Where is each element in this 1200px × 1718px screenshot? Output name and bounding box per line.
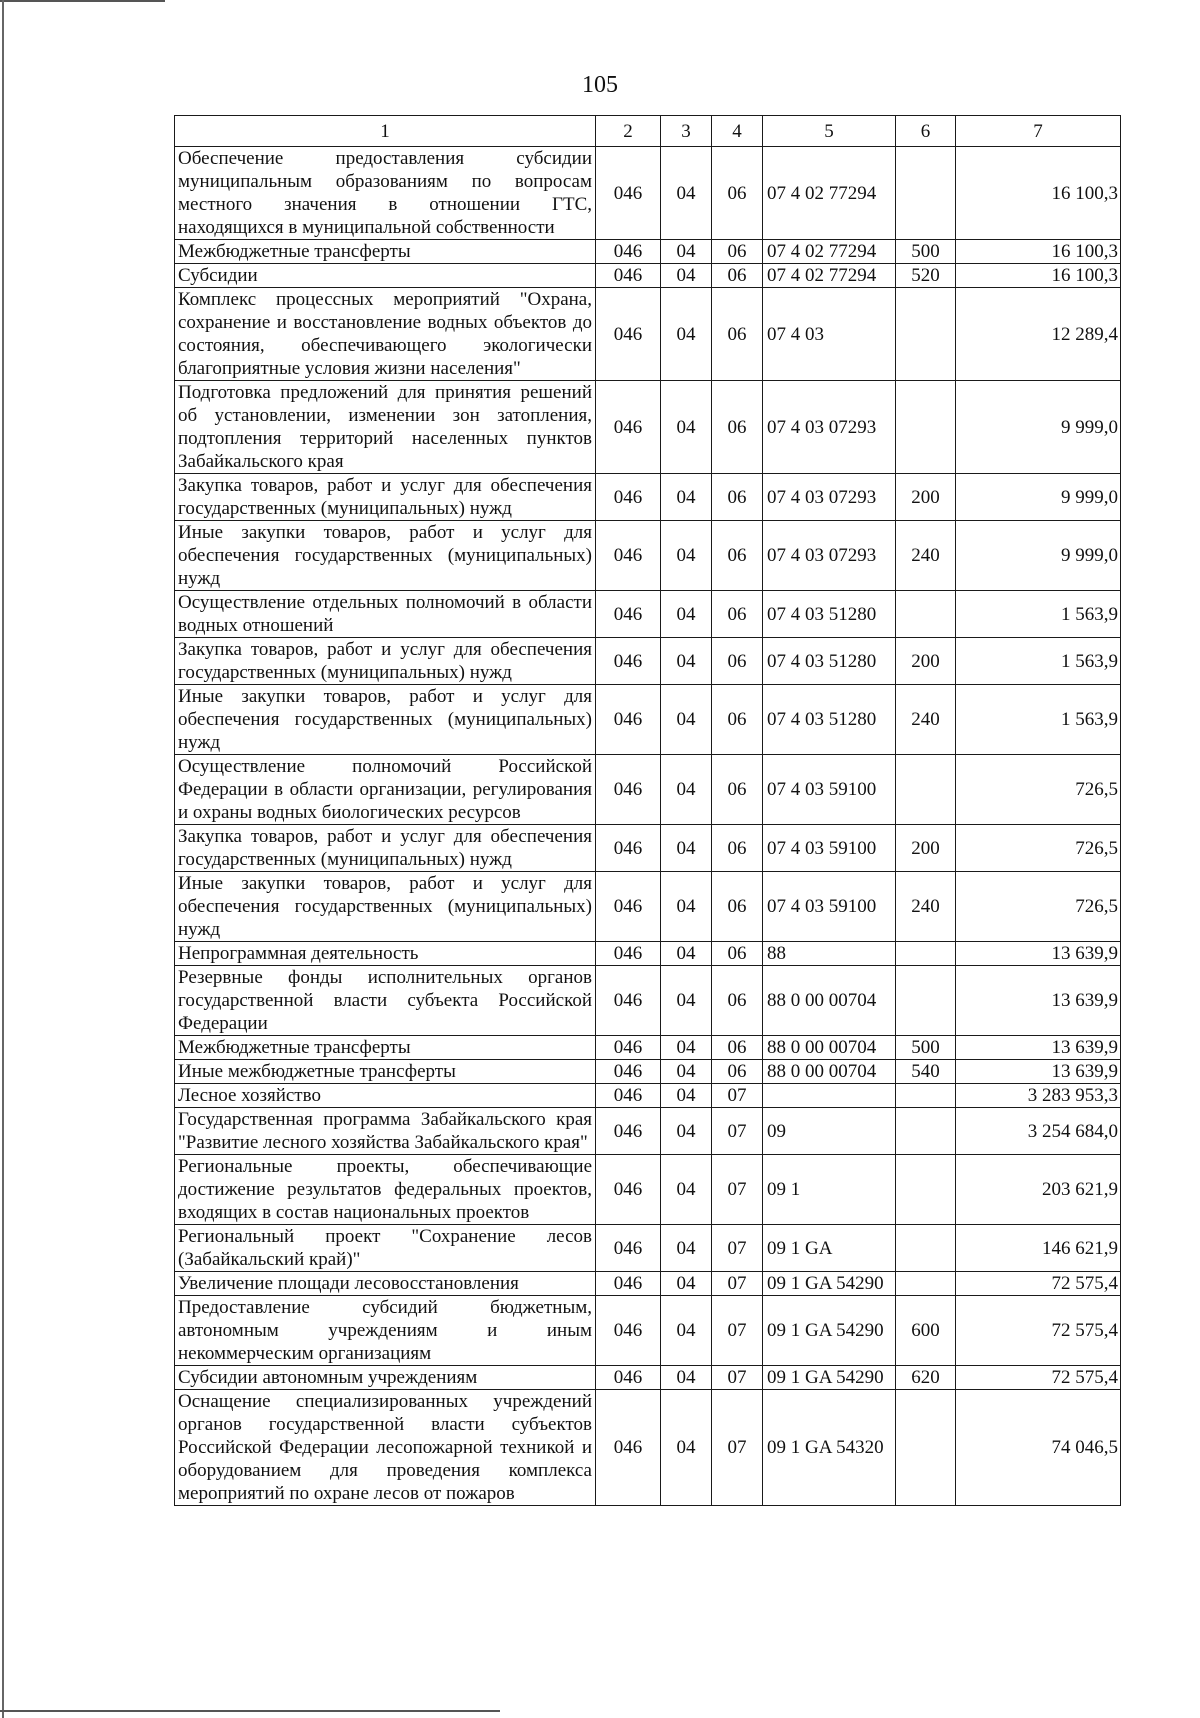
target-article-code-cell: 09 1 GA 54290 [763,1296,896,1366]
item-name-cell: Субсидии [175,264,596,288]
target-article-code-cell: 07 4 02 77294 [763,264,896,288]
subsection-code-cell: 06 [712,147,763,240]
admin-code-cell: 046 [596,381,661,474]
subsection-code-cell: 06 [712,264,763,288]
table-row [175,755,1121,825]
header-cell: 3 [661,116,712,147]
amount-cell: 16 100,3 [956,147,1121,240]
expense-type-code-cell: 240 [896,685,956,755]
table-row [175,288,1121,381]
section-code-cell: 04 [661,591,712,638]
section-code-cell: 04 [661,966,712,1036]
header-row [175,116,1121,147]
table-row [175,1272,1121,1296]
table-row [175,474,1121,521]
admin-code-cell: 046 [596,521,661,591]
amount-cell: 74 046,5 [956,1390,1121,1506]
section-code-cell: 04 [661,1060,712,1084]
table-row [175,942,1121,966]
target-article-code-cell: 07 4 03 07293 [763,521,896,591]
item-name-cell: Лесное хозяйство [175,1084,596,1108]
admin-code-cell: 046 [596,685,661,755]
admin-code-cell: 046 [596,1060,661,1084]
expense-type-code-cell: 620 [896,1366,956,1390]
amount-cell: 726,5 [956,872,1121,942]
amount-cell: 16 100,3 [956,240,1121,264]
subsection-code-cell: 06 [712,638,763,685]
section-code-cell: 04 [661,288,712,381]
amount-cell: 203 621,9 [956,1155,1121,1225]
expense-type-code-cell: 200 [896,638,956,685]
admin-code-cell: 046 [596,264,661,288]
budget-table [174,115,1121,1506]
item-name-cell: Межбюджетные трансферты [175,1036,596,1060]
section-code-cell: 04 [661,1108,712,1155]
target-article-code-cell: 88 [763,942,896,966]
amount-cell: 9 999,0 [956,521,1121,591]
target-article-code-cell [763,1084,896,1108]
expense-type-code-cell: 600 [896,1296,956,1366]
table-row [175,1296,1121,1366]
table-row [175,521,1121,591]
amount-cell: 726,5 [956,755,1121,825]
admin-code-cell: 046 [596,966,661,1036]
admin-code-cell: 046 [596,240,661,264]
item-name-cell: Субсидии автономным учреждениям [175,1366,596,1390]
header-cell: 1 [175,116,596,147]
subsection-code-cell: 06 [712,1060,763,1084]
section-code-cell: 04 [661,147,712,240]
subsection-code-cell: 07 [712,1366,763,1390]
section-code-cell: 04 [661,1390,712,1506]
expense-type-code-cell: 240 [896,521,956,591]
item-name-cell: Региональные проекты, обеспечивающие достижение результатов федеральных проектов, входящих в состав национальных проектов [175,1155,596,1225]
target-article-code-cell: 09 1 [763,1155,896,1225]
table-row [175,381,1121,474]
target-article-code-cell: 09 [763,1108,896,1155]
section-code-cell: 04 [661,240,712,264]
section-code-cell: 04 [661,755,712,825]
expense-type-code-cell [896,942,956,966]
expense-type-code-cell [896,288,956,381]
item-name-cell: Предоставление субсидий бюджетным, автономным учреждениям и иным некоммерческим организациям [175,1296,596,1366]
header-cell: 5 [763,116,896,147]
target-article-code-cell: 07 4 03 59100 [763,825,896,872]
target-article-code-cell: 07 4 03 59100 [763,755,896,825]
subsection-code-cell: 06 [712,1036,763,1060]
section-code-cell: 04 [661,1084,712,1108]
section-code-cell: 04 [661,1225,712,1272]
admin-code-cell: 046 [596,1155,661,1225]
subsection-code-cell: 06 [712,966,763,1036]
expense-type-code-cell: 500 [896,240,956,264]
target-article-code-cell: 07 4 03 [763,288,896,381]
amount-cell: 1 563,9 [956,685,1121,755]
amount-cell: 12 289,4 [956,288,1121,381]
target-article-code-cell: 09 1 GA 54290 [763,1272,896,1296]
expense-type-code-cell [896,1084,956,1108]
expense-type-code-cell [896,1155,956,1225]
section-code-cell: 04 [661,1155,712,1225]
section-code-cell: 04 [661,474,712,521]
admin-code-cell: 046 [596,638,661,685]
scan-edge-top [0,0,165,2]
page-number: 105 [582,72,618,98]
subsection-code-cell: 06 [712,240,763,264]
admin-code-cell: 046 [596,288,661,381]
item-name-cell: Оснащение специализированных учреждений органов государственной власти субъектов Российской Федерации лесопожарной техникой и оборудованием для проведения комплекса мероприятий по охране лесов от пожаров [175,1390,596,1506]
section-code-cell: 04 [661,264,712,288]
subsection-code-cell: 07 [712,1155,763,1225]
amount-cell: 13 639,9 [956,942,1121,966]
admin-code-cell: 046 [596,147,661,240]
target-article-code-cell: 07 4 02 77294 [763,147,896,240]
header-cell: 6 [896,116,956,147]
table-row [175,1036,1121,1060]
expense-type-code-cell [896,1272,956,1296]
admin-code-cell: 046 [596,1390,661,1506]
subsection-code-cell: 06 [712,381,763,474]
amount-cell: 72 575,4 [956,1272,1121,1296]
scan-edge-bottom [0,1710,500,1712]
table-row [175,1366,1121,1390]
expense-type-code-cell [896,966,956,1036]
amount-cell: 146 621,9 [956,1225,1121,1272]
scan-edge-left [2,0,4,1718]
item-name-cell: Закупка товаров, работ и услуг для обеспечения государственных (муниципальных) нужд [175,474,596,521]
section-code-cell: 04 [661,1366,712,1390]
amount-cell: 1 563,9 [956,638,1121,685]
subsection-code-cell: 07 [712,1272,763,1296]
admin-code-cell: 046 [596,1272,661,1296]
table-row [175,591,1121,638]
amount-cell: 726,5 [956,825,1121,872]
target-article-code-cell: 07 4 03 07293 [763,474,896,521]
section-code-cell: 04 [661,942,712,966]
table-row [175,1155,1121,1225]
admin-code-cell: 046 [596,1366,661,1390]
item-name-cell: Резервные фонды исполнительных органов государственной власти субъекта Российской Федерации [175,966,596,1036]
table-row [175,1084,1121,1108]
item-name-cell: Увеличение площади лесовосстановления [175,1272,596,1296]
item-name-cell: Иные закупки товаров, работ и услуг для обеспечения государственных (муниципальных) нужд [175,872,596,942]
subsection-code-cell: 06 [712,685,763,755]
amount-cell: 3 283 953,3 [956,1084,1121,1108]
header-cell: 2 [596,116,661,147]
amount-cell: 72 575,4 [956,1296,1121,1366]
amount-cell: 72 575,4 [956,1366,1121,1390]
admin-code-cell: 046 [596,1225,661,1272]
expense-type-code-cell [896,1390,956,1506]
item-name-cell: Закупка товаров, работ и услуг для обеспечения государственных (муниципальных) нужд [175,638,596,685]
admin-code-cell: 046 [596,1296,661,1366]
amount-cell: 9 999,0 [956,474,1121,521]
admin-code-cell: 046 [596,755,661,825]
table-row [175,685,1121,755]
item-name-cell: Иные межбюджетные трансферты [175,1060,596,1084]
item-name-cell: Обеспечение предоставления субсидии муниципальным образованиям по вопросам местного значения в отношении ГТС, находящихся в муниципальной собственности [175,147,596,240]
table-row [175,264,1121,288]
admin-code-cell: 046 [596,942,661,966]
target-article-code-cell: 07 4 03 59100 [763,872,896,942]
section-code-cell: 04 [661,685,712,755]
table-row [175,638,1121,685]
admin-code-cell: 046 [596,591,661,638]
expense-type-code-cell: 500 [896,1036,956,1060]
subsection-code-cell: 07 [712,1108,763,1155]
expense-type-code-cell: 520 [896,264,956,288]
expense-type-code-cell [896,591,956,638]
amount-cell: 13 639,9 [956,1060,1121,1084]
target-article-code-cell: 09 1 GA 54290 [763,1366,896,1390]
item-name-cell: Осуществление отдельных полномочий в области водных отношений [175,591,596,638]
admin-code-cell: 046 [596,872,661,942]
subsection-code-cell: 07 [712,1390,763,1506]
table-row [175,1060,1121,1084]
amount-cell: 13 639,9 [956,1036,1121,1060]
expense-type-code-cell: 200 [896,825,956,872]
item-name-cell: Региональный проект "Сохранение лесов (Забайкальский край)" [175,1225,596,1272]
table-row [175,825,1121,872]
subsection-code-cell: 07 [712,1225,763,1272]
item-name-cell: Комплекс процессных мероприятий "Охрана, сохранение и восстановление водных объектов до состояния, обеспечивающего экологически благоприятные условия жизни населения" [175,288,596,381]
table-row [175,1108,1121,1155]
item-name-cell: Государственная программа Забайкальского края "Развитие лесного хозяйства Забайкальского края" [175,1108,596,1155]
item-name-cell: Иные закупки товаров, работ и услуг для обеспечения государственных (муниципальных) нужд [175,521,596,591]
table-header [175,116,1121,147]
expense-type-code-cell [896,1225,956,1272]
admin-code-cell: 046 [596,1108,661,1155]
section-code-cell: 04 [661,638,712,685]
target-article-code-cell: 88 0 00 00704 [763,1036,896,1060]
amount-cell: 3 254 684,0 [956,1108,1121,1155]
item-name-cell: Межбюджетные трансферты [175,240,596,264]
expense-type-code-cell: 240 [896,872,956,942]
expense-type-code-cell: 540 [896,1060,956,1084]
item-name-cell: Подготовка предложений для принятия решений об установлении, изменении зон затопления, подтопления территорий населенных пунктов Забайкальского края [175,381,596,474]
table-row [175,240,1121,264]
section-code-cell: 04 [661,381,712,474]
amount-cell: 9 999,0 [956,381,1121,474]
subsection-code-cell: 06 [712,872,763,942]
item-name-cell: Осуществление полномочий Российской Федерации в области организации, регулирования и охраны водных биологических ресурсов [175,755,596,825]
admin-code-cell: 046 [596,825,661,872]
section-code-cell: 04 [661,825,712,872]
target-article-code-cell: 07 4 03 51280 [763,685,896,755]
target-article-code-cell: 88 0 00 00704 [763,1060,896,1084]
admin-code-cell: 046 [596,1036,661,1060]
expense-type-code-cell [896,755,956,825]
header-cell: 7 [956,116,1121,147]
subsection-code-cell: 06 [712,755,763,825]
target-article-code-cell: 07 4 03 51280 [763,591,896,638]
subsection-code-cell: 06 [712,591,763,638]
expense-type-code-cell [896,147,956,240]
amount-cell: 1 563,9 [956,591,1121,638]
item-name-cell: Закупка товаров, работ и услуг для обеспечения государственных (муниципальных) нужд [175,825,596,872]
subsection-code-cell: 06 [712,942,763,966]
subsection-code-cell: 06 [712,288,763,381]
section-code-cell: 04 [661,1036,712,1060]
table-body [175,147,1121,1506]
subsection-code-cell: 06 [712,474,763,521]
target-article-code-cell: 88 0 00 00704 [763,966,896,1036]
subsection-code-cell: 07 [712,1084,763,1108]
admin-code-cell: 046 [596,474,661,521]
section-code-cell: 04 [661,1296,712,1366]
section-code-cell: 04 [661,872,712,942]
header-cell: 4 [712,116,763,147]
section-code-cell: 04 [661,521,712,591]
table-row [175,1225,1121,1272]
table-row [175,966,1121,1036]
subsection-code-cell: 06 [712,825,763,872]
admin-code-cell: 046 [596,1084,661,1108]
target-article-code-cell: 09 1 GA [763,1225,896,1272]
subsection-code-cell: 06 [712,521,763,591]
item-name-cell: Непрограммная деятельность [175,942,596,966]
expense-type-code-cell [896,381,956,474]
amount-cell: 13 639,9 [956,966,1121,1036]
target-article-code-cell: 07 4 02 77294 [763,240,896,264]
target-article-code-cell: 07 4 03 51280 [763,638,896,685]
table-row [175,872,1121,942]
expense-type-code-cell [896,1108,956,1155]
section-code-cell: 04 [661,1272,712,1296]
item-name-cell: Иные закупки товаров, работ и услуг для обеспечения государственных (муниципальных) нужд [175,685,596,755]
subsection-code-cell: 07 [712,1296,763,1366]
target-article-code-cell: 09 1 GA 54320 [763,1390,896,1506]
amount-cell: 16 100,3 [956,264,1121,288]
expense-type-code-cell: 200 [896,474,956,521]
target-article-code-cell: 07 4 03 07293 [763,381,896,474]
table-row [175,1390,1121,1506]
table-row [175,147,1121,240]
